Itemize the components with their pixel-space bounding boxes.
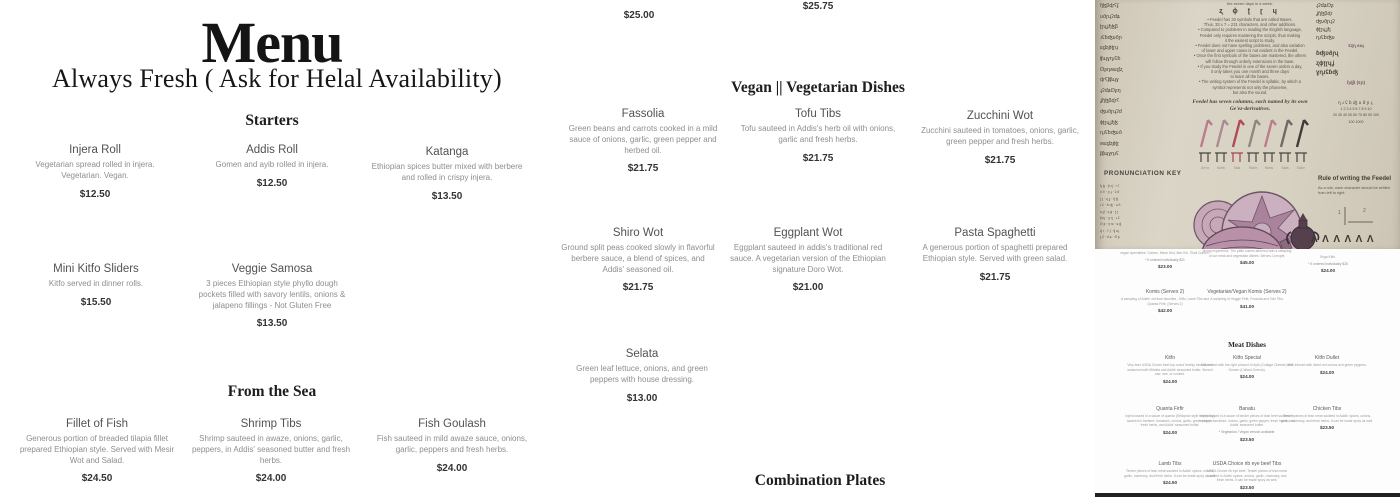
menu-item-description: Kitfo served in dinner rolls. <box>48 279 144 288</box>
section-heading: Starters <box>245 112 299 129</box>
menu-item-description: Green leaf lettuce, onions, and green peppers with house dressing. <box>576 364 708 384</box>
paragraph-line: it the easiest script to study. <box>1224 37 1276 43</box>
menu-item-description: Ethiopian spices butter mixed with berbere and rolled in crispy injera. <box>371 162 523 182</box>
glyph-row: ʝɧɮβɖɾʕ <box>1100 98 1120 105</box>
feedel-base-glyph <box>1263 153 1275 162</box>
menu-item-description: A generous portion of spaghetti prepared Ethiopian style. Served with green salad. <box>922 243 1068 263</box>
menu-item-name: Fassolia <box>621 108 665 120</box>
menu-item-name: Mini Kitfo Sliders <box>53 263 139 275</box>
continuation-item-price: $23.50 <box>1319 425 1335 431</box>
column-label: Ka'eb <box>1216 166 1226 170</box>
glyph-row-bold: ɓʤʋðɲɻ <box>1316 51 1339 57</box>
feedel-extra-tables <box>1316 2 1396 87</box>
glyph-row: ʋðɲɻʡɗʑ <box>1100 13 1120 20</box>
glyph-row: ʍɕɠʐɸʈɽ <box>1100 140 1119 147</box>
section-heading: Combination Plates <box>754 472 886 489</box>
menu-item-description: Green beans and carrots cooked in a mild sauce of onions, garlic, green pepper and herbed oil. <box>568 124 718 155</box>
menu-item-price: $21.75 <box>979 271 1011 283</box>
menu-item <box>20 144 170 200</box>
rule-line: from left to right. <box>1318 191 1346 195</box>
scan-lead-line: the seven days in a week. <box>1226 1 1274 6</box>
rule-line: As a rule, each character should be written <box>1318 186 1390 190</box>
menu-item <box>738 108 898 164</box>
section-heading: From the Sea <box>227 383 317 400</box>
menu-item-name: Katanga <box>425 146 469 158</box>
pronunciation-key-heading: PRONUNCIATION KEY <box>1104 170 1182 177</box>
numeral-glyph-row: ɳɹʢɓʤʋðɲɻ <box>1338 100 1374 105</box>
continuation-item-description: Tender pieces of lean meat sauteed in Addis' spices, onions, garlic, rosemary, and fresh herbs. It can be made spicy as well. <box>1124 469 1216 478</box>
menu-item <box>565 108 721 174</box>
feedel-base-glyph <box>1231 153 1243 162</box>
continuation-item-description: Injera tossed in a sauce of tender pieces of lean beef sauteed in berbere, tomatoes, onions, garlic, green pepper, fresh herbs, and Addis' seasoned butter. <box>1199 414 1295 428</box>
rule-of-writing-text <box>1318 186 1390 196</box>
continuation-item-description: Sega Kitfo. <box>1319 255 1337 259</box>
menu-item-description: Fish sauteed in mild awaze sauce, onions, garlic, peppers and fresh herbs. <box>376 434 528 454</box>
menu-item <box>192 144 352 189</box>
paragraph-line: symbol represents not only the phoneme, <box>1212 84 1288 90</box>
column-label: Sab'e <box>1296 166 1306 170</box>
feedel-seven-columns-figure <box>1194 117 1309 173</box>
paragraph-line: it only takes you one month and three days <box>1210 69 1290 75</box>
glyph-row-bold: ʐɸʈɽɥʝ <box>1316 60 1335 67</box>
continuation-item-name: Quanta Firfir <box>1156 406 1184 412</box>
pronunciation-row: ɖ ɾ · ʕ ʄ · ʧ ɰ <box>1100 228 1119 233</box>
glyph-row: ʘʂŋʍɕɠʐ <box>1100 66 1123 73</box>
glyph-row: ɸʈɽɥʝɧ <box>1316 27 1331 33</box>
numeral-row: 100 1000 <box>1348 119 1364 124</box>
continuation-item-price: $24.00 <box>1320 268 1336 274</box>
continuation-item-description: Kitfo mixed with the right amount of Ayib (Cottage Cheese) and Gomen (Collard Greens). <box>1201 363 1293 372</box>
menu-item-price: $24.00 <box>255 473 287 485</box>
feedel-stroke-glyph <box>1217 120 1228 147</box>
menu-item <box>16 263 176 308</box>
continuation-item-name: Banatu <box>1239 406 1255 412</box>
glyph-row: ʄʧɰɣɳɹʢ <box>1100 151 1119 158</box>
image-bottom-bar <box>1095 493 1400 497</box>
feedel-stroke-glyph <box>1201 120 1212 147</box>
paragraph-line: will follow through orderly extensions in the base. <box>1205 58 1295 64</box>
menu-item <box>725 227 891 293</box>
feedel-title-glyphs: ʐ ɸ ʈ ɽ ɥ <box>1219 8 1281 15</box>
paragraph-line: of lower and upper cases is not evident in the Feedel. <box>1201 48 1299 54</box>
menu-scan-image[interactable] <box>1095 0 1400 250</box>
feedel-base-glyph <box>1247 153 1259 162</box>
feedel-base-glyph <box>1295 153 1307 162</box>
menu-item-name: Shrimp Tibs <box>240 418 302 430</box>
rule-of-writing-heading: Rule of writing the Feedel <box>1318 176 1392 182</box>
continuation-item <box>1207 289 1287 309</box>
menu-item-price: $24.00 <box>436 462 468 474</box>
menu-item-name: Veggie Samosa <box>231 263 313 275</box>
menu-item-price: $21.75 <box>802 152 834 164</box>
continuation-item-price: $24.00 <box>1319 369 1335 375</box>
continuation-item <box>1282 255 1374 273</box>
continuation-item <box>1201 355 1293 379</box>
menu-item-description: Zucchini sauteed in tomatoes, onions, garlic, green pepper and fresh herbs. <box>921 126 1079 146</box>
pronunciation-row: ɹ ʢ · ɓ ʤ · ʋ ð <box>1100 203 1121 208</box>
menu-item <box>191 418 351 484</box>
always-fresh-heading: Always Fresh ( Ask for Helal Availability) <box>52 63 502 93</box>
continuation-item <box>1201 249 1293 265</box>
continuation-item <box>1119 289 1211 313</box>
glyph-row: ʧɰɣɳɹʢɓ <box>1100 55 1121 62</box>
numerals-label: ɧɖβ (ʢɲ) <box>1346 79 1366 85</box>
continuation-item-name: USDA Choice rib eye beef Tibs <box>1212 461 1282 467</box>
glyph-row: ɧɮβɖɾʕʄ <box>1100 3 1119 9</box>
menu-item <box>372 418 532 474</box>
menu-item-price: $12.50 <box>79 188 111 200</box>
glyph-row: ʝɧɮβɖɾ <box>1316 11 1333 17</box>
pronunciation-row: ɻ ʡ · ɗ ʑ · ʘ ʂ <box>1100 235 1120 240</box>
menu-item-price: $15.50 <box>80 296 112 308</box>
paragraph-line: • Compared to problems in reading the English language, <box>1198 27 1302 33</box>
menu-item <box>917 110 1083 166</box>
paragraph-line: • Once the first symbols of the bases are mastered, the others <box>1193 53 1307 59</box>
menu-item-name: Zucchini Wot <box>966 110 1034 122</box>
continuation-item-name: Kitfo Dullet <box>1314 355 1340 361</box>
glyph-row: ʤʋðɲɻʡɗ <box>1100 108 1122 115</box>
continuation-item-name: Kitfo Special <box>1233 355 1261 361</box>
continuation-item-description: Very lean USDA Choice beef top round freshly minced and seasoned with Mitmita and Addis' seasoned butter. Served raw, rare, or cooked. <box>1127 363 1213 377</box>
menu-item-description: 3 pieces Ethiopian style phyllo dough pockets filled with savory lentils, onions & jalapeno fillings - Not Gluten Free <box>198 279 346 310</box>
menu-item-name: Selata <box>625 348 659 360</box>
feedel-numerals <box>1316 100 1396 125</box>
menu-continuation-image[interactable] <box>1095 249 1400 500</box>
continuation-item-price: $24.00 <box>1239 374 1255 380</box>
feedel-base-glyph <box>1279 153 1291 162</box>
paragraph-line: • If you study the Feedel in one of the seven orders a day, <box>1197 63 1303 69</box>
paragraph-line: Feedel only requires mastering the scripts, thus making <box>1199 32 1301 38</box>
menu-item-price: $21.75 <box>627 163 659 175</box>
continuation-item <box>1124 461 1216 485</box>
continuation-item-name: Chicken Tibs <box>1312 406 1342 412</box>
continuation-item-description: A sampling of Veggie Firfir, Fossolia and Tofu Tibs. <box>1210 297 1284 302</box>
feedel-bottom-glyph-row: ΛΛΛΛΛΛ <box>1311 234 1379 245</box>
continuation-item-name: Kitfo <box>1164 355 1175 361</box>
glyph-row: ɳɹʢɓʤʋ <box>1316 35 1335 41</box>
pronunciation-row: ʋ ð · ɲ ɻ · ʡ ɗ <box>1100 190 1120 195</box>
feedel-stroke-glyph <box>1265 120 1276 147</box>
glyph-row: ʤʋðɲɻʡ <box>1316 19 1335 25</box>
menu-item-price: $13.00 <box>626 392 658 404</box>
continuation-item-description: A sampling of Addis' old time favorites - Kitfo, Lamb Tibs and Quanta Firfir. (Serves 2) <box>1120 297 1210 306</box>
glyph-row: ɕɠʐɸʈɽɥ <box>1100 45 1119 52</box>
numeral-row: 20 30 40 50 60 70 80 90 100 <box>1333 113 1379 118</box>
continuation-item-description: dining experience. The plate comes adorned with a sampling of our meat and vegetarian dishes. Serves 2 people. <box>1202 249 1292 258</box>
menu-item-price: $13.50 <box>256 318 288 330</box>
continuation-item <box>1281 355 1373 375</box>
glyph-row: ɻʡɗʑʘʂ <box>1316 3 1334 9</box>
continuation-item-name: Komis (Serves 2) <box>1145 289 1185 295</box>
menu-item-name: Tofu Tibs <box>794 108 842 120</box>
continuation-item-price: $24.50 <box>1162 480 1178 486</box>
pronunciation-row: ɧ ɮ · β ɖ · ɾ ʕ <box>1100 184 1120 188</box>
menu-item-name: Shiro Wot <box>612 227 664 239</box>
paragraph-line: but also the sound. <box>1232 89 1268 95</box>
continuation-item-name: Vegetarian/Vegan Komis (Serves 2) <box>1207 289 1287 295</box>
continuation-item-price: $23.00 <box>1157 264 1173 270</box>
continuation-item-price: $42.00 <box>1157 308 1173 314</box>
menu-item-price: $13.50 <box>431 190 463 202</box>
continuation-item <box>1119 251 1211 269</box>
continuation-item-name: Lamb Tibs <box>1158 461 1182 467</box>
pronunciation-table <box>1100 183 1188 241</box>
menu-item-price: $12.50 <box>256 177 288 189</box>
column-label: Sals <box>1233 166 1241 170</box>
menu-item-name: Addis Roll <box>246 144 298 156</box>
feedel-text-block <box>1192 1 1308 112</box>
pottery-illustration-image <box>1190 180 1325 249</box>
menu-item-description: Vegetarian spread rolled in injera. Vegetarian. Vegan. <box>35 160 155 180</box>
menu-item-description: Shrimp sauteed in awaze, onions, garlic, peppers, in Addis' seasoned butter and fresh herbs. <box>191 434 351 465</box>
continuation-item-note: * Vegetarian / Vegan version available. <box>1218 430 1276 435</box>
paragraph-line: • Feedel has 33 symbols that are called Bases. <box>1207 17 1293 22</box>
continuation-item-description: USDA Choice rib eye beef. Tender pieces of lean meat sauteed in Addis' spices, onions, garlic, rosemary, and fresh herbs. It can be made spicy as well. <box>1207 469 1287 483</box>
continuation-item <box>1204 461 1290 490</box>
glyph-row: ɳɹʢɓʤʋð <box>1100 130 1122 137</box>
menu-item-price: $24.50 <box>81 473 113 485</box>
menu-item-price: $21.00 <box>792 282 824 294</box>
menu-item-name: Eggplant Wot <box>773 227 843 239</box>
feedel-stroke-glyph <box>1297 120 1308 147</box>
cutoff-item-price-1: $25.00 <box>623 10 655 21</box>
menu-item-price: $21.75 <box>984 154 1016 166</box>
menu-item-name: Injera Roll <box>69 144 121 156</box>
glyph-row: ʈɽɥʝɧɮβ <box>1100 24 1118 31</box>
column-label: Rab'e <box>1248 166 1258 170</box>
continuation-item-price: $24.00 <box>1162 379 1178 385</box>
menu-item-description: Eggplant sauteed in addis's traditional red sauce. A vegetarian version of the Ethiopian signature Doro Wot. <box>730 243 886 274</box>
column-label: Ge'ez <box>1200 166 1210 170</box>
menu-item <box>17 418 177 484</box>
continuation-item-price: $24.00 <box>1162 430 1178 436</box>
menu-item-description: Gomen and ayib rolled in injera. <box>215 160 329 169</box>
seven-columns-caption: Feedel has seven columns, each named by its own Ge'ez-derivatives. <box>1192 99 1308 112</box>
menu-item-description: Tofu sauteed in Addis's herb oil with onions, garlic and fresh herbs. <box>740 124 896 144</box>
menu-item-price: $21.75 <box>622 282 654 294</box>
meat-dishes-heading: Meat Dishes <box>1228 341 1266 349</box>
svg-text:1: 1 <box>1338 210 1341 216</box>
menu-item-description: Ground split peas cooked slowly in flavorful berbere sauce, a blend of spices, and Addis' seasoned oil. <box>561 243 715 274</box>
pronunciation-row: ɕ ɠ · ʐ ɸ · ʈ ɽ <box>1100 209 1119 214</box>
continuation-item-price: $23.50 <box>1239 485 1255 491</box>
column-label: Hams <box>1264 166 1274 170</box>
numeral-row: 1 2 3 4 5 6 7 8 9 10 <box>1340 107 1372 112</box>
svg-text:2: 2 <box>1363 208 1366 214</box>
paragraph-line: to learn all the bases. <box>1230 74 1270 80</box>
menu-item <box>367 146 527 202</box>
menu-item <box>196 263 348 329</box>
section-heading: Vegan || Vegetarian Dishes <box>731 79 905 96</box>
continuation-item-price: $45.00 <box>1239 260 1255 266</box>
menu-item-name: Fish Goulash <box>418 418 486 430</box>
feedel-stroke-glyph <box>1233 120 1244 147</box>
cutoff-item-price-2: $25.75 <box>802 1 834 12</box>
menu-item <box>562 348 722 404</box>
glyph-row-bold: ɣɳɹʢɓʤ <box>1316 70 1338 76</box>
continuation-item-note: * If ordered individually $25 <box>1308 261 1348 266</box>
continuation-item-price: $41.00 <box>1239 303 1255 309</box>
page-title: Menu <box>201 9 343 75</box>
feedel-stroke-glyph <box>1249 120 1260 147</box>
feedel-base-glyph <box>1215 153 1227 162</box>
pronunciation-row: ʈ ɽ · ɥ ʝ · ɧ ɮ <box>1100 196 1118 201</box>
glyph-row: ɸʈɽɥʝɧɮ <box>1100 119 1118 126</box>
pronunciation-row: ʧ ɰ · ɣ ɳ · ɹ ʢ <box>1100 216 1120 221</box>
continuation-item <box>1281 406 1373 430</box>
glyph-row: ɖɾʕʄʧɰɣ <box>1100 77 1119 84</box>
continuation-item-description: Tender pieces of lean meat sauteed in Addis' spices, onions, garlic, rosemary, and fresh herbs. It can be made spicy as well. <box>1281 414 1373 423</box>
menu-item-name: Fillet of Fish <box>66 418 128 430</box>
pronunciation-row: ʘ ʂ · ŋ ʍ · ɕ ɠ <box>1100 222 1122 227</box>
glyph-row: ɻʡɗʑʘʂŋ <box>1100 87 1121 94</box>
continuation-item-description: vegan specialties: Gomen, Mesir Wot, Ater Kik, Tikail Gomen. <box>1120 251 1210 255</box>
feedel-paragraphs <box>1192 17 1308 95</box>
feedel-character-grid <box>1100 1 1190 160</box>
menu-item-description: Generous portion of breaded tilapia fillet prepared Ethiopian style. Served with Mesir Wot and Salad. <box>19 434 175 465</box>
menu-item-name: Pasta Spaghetti <box>954 227 1036 239</box>
table-sublabel: ʢʐɳ ɕɰ <box>1348 43 1364 48</box>
paragraph-line: • The writing system of the Feedel is syllabic, by which a <box>1199 79 1301 85</box>
continuation-item-description: Injera tossed in a sauce of quanta (Ethiopian style beef jerky) sauteed in berbere, tomatoes, onions, garlic, green pepper, fresh herbs, and Addis' seasoned butter. <box>1125 414 1215 428</box>
continuation-item-description: Kitfo infused with diced red onions and green peppers. <box>1287 363 1367 368</box>
column-label: Sads <box>1281 166 1289 170</box>
continuation-item-price: $23.50 <box>1239 436 1255 442</box>
menu-item <box>912 227 1078 283</box>
feedel-stroke-glyph <box>1281 120 1292 147</box>
continuation-item-note: * If ordered individually $21 <box>1145 257 1185 262</box>
menu-item <box>560 227 716 293</box>
glyph-row: ɹʢɓʤʋðɲ <box>1100 34 1122 41</box>
paragraph-line: Thus, 33 x 7 = 231 characters, and other additions. <box>1203 22 1297 28</box>
feedel-base-glyph <box>1199 153 1211 162</box>
paragraph-line: • Feedel does not have spelling problems, and also variation <box>1195 43 1305 49</box>
